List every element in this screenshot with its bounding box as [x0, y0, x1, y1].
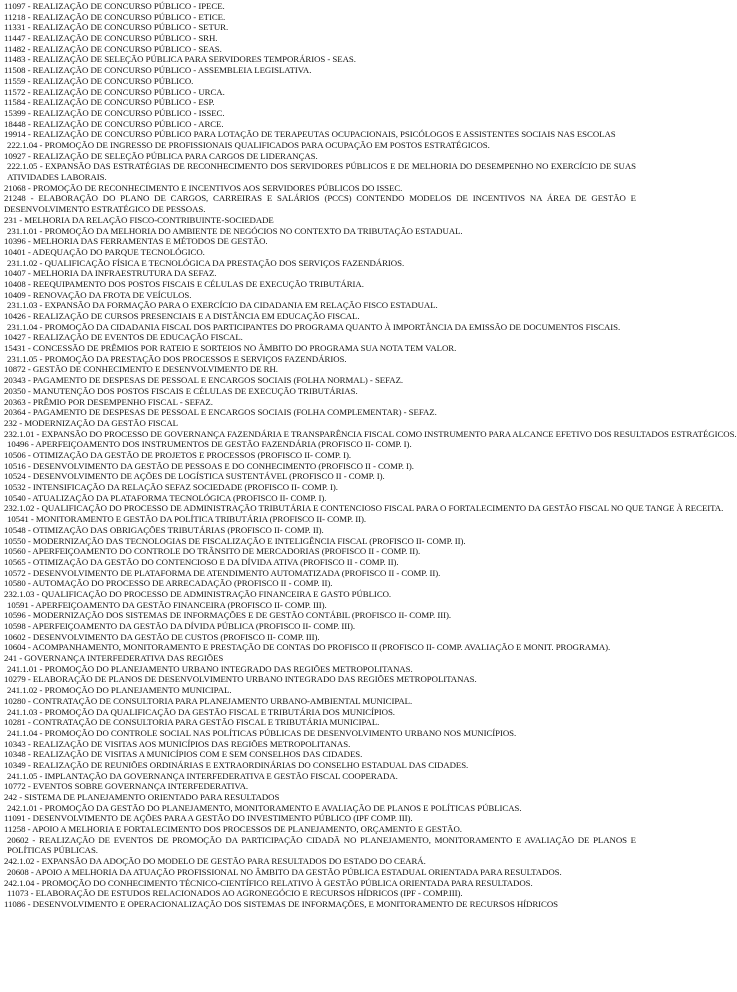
document-line: 10591 - APERFEIÇOAMENTO DA GESTÃO FINANCEIRA (PROFISCO II- COMP. III). — [7, 599, 327, 610]
document-line: 10401 - ADEQUAÇÃO DO PARQUE TECNOLÓGICO. — [4, 246, 205, 257]
document-line: 11483 - REALIZAÇÃO DE SELEÇÃO PÚBLICA PARA SERVIDORES TEMPORÁRIOS - SEAS. — [4, 54, 356, 65]
document-line: 10516 - DESENVOLVIMENTO DA GESTÃO DE PESSOAS E DO CONHECIMENTO (PROFISCO II - COMP. I). — [4, 460, 414, 471]
document-line: 11331 - REALIZAÇÃO DE CONCURSO PÚBLICO - SETUR. — [4, 22, 229, 33]
document-line: 15399 - REALIZAÇÃO DE CONCURSO PÚBLICO - ISSEC. — [4, 107, 225, 118]
document-line: 19914 - REALIZAÇÃO DE CONCURSO PÚBLICO PARA LOTAÇÃO DE TERAPEUTAS OCUPACIONAIS, PSICÓLOGOS E ASSISTENTES SOCIAIS NAS ESCOLAS — [4, 129, 616, 140]
document-line: 20602 - REALIZAÇÃO DE EVENTOS DE PROMOÇÃO DA PARTICIPAÇÃO CIDADÃ NO PLANEJAMENTO, MONITORAMENTO E AVALIAÇÃO DE PLANOS E POLÍTICAS PÚBLICAS. — [7, 834, 636, 856]
document-line: 241.1.03 - PROMOÇÃO DA QUALIFICAÇÃO DA GESTÃO FISCAL E TRIBUTÁRIA DOS MUNICÍPIOS. — [7, 706, 395, 717]
document-line: 11584 - REALIZAÇÃO DE CONCURSO PÚBLICO - ESP. — [4, 97, 215, 108]
document-line: 10598 - APERFEIÇOAMENTO DA GESTÃO DA DÍVIDA PÚBLICA (PROFISCO II- COMP. III). — [4, 621, 356, 631]
document-line: 11091 - DESENVOLVIMENTO DE AÇÕES PARA A GESTÃO DO INVESTIMENTO PÚBLICO (IPF COMP. III). — [4, 813, 413, 824]
document-line: 232 - MODERNIZAÇÃO DA GESTÃO FISCAL — [4, 417, 178, 428]
document-line: 11073 - ELABORAÇÃO DE ESTUDOS RELACIONADOS AO AGRONEGÓCIO E RECURSOS HÍDRICOS (IPF - COMP.III). — [7, 888, 463, 899]
document-line: 10343 - REALIZAÇÃO DE VISITAS AOS MUNICÍPIOS DAS REGIÕES METROPOLITANAS. — [4, 738, 351, 749]
document-line: 10349 - REALIZAÇÃO DE REUNIÕES ORDINÁRIAS E EXTRAORDINÁRIAS DO CONSELHO ESTADUAL DAS CIDADES. — [4, 759, 469, 770]
document-line: 231.1.03 - EXPANSÃO DA FORMAÇÃO PARA O EXERCÍCIO DA CIDADANIA EM RELAÇÃO FISCO ESTADUAL. — [7, 300, 438, 311]
document-line: 10572 - DESENVOLVIMENTO DE PLATAFORMA DE ATENDIMENTO AUTOMATIZADA (PROFISCO II - COMP. II). — [4, 567, 441, 578]
document-line: 231 - MELHORIA DA RELAÇÃO FISCO-CONTRIBUINTE-SOCIEDADE — [4, 214, 274, 225]
document-line: 232.1.02 - QUALIFICAÇÃO DO PROCESSO DE ADMINISTRAÇÃO TRIBUTÁRIA E CONTENCIOSO FISCAL PARA O FORTALECIMENTO DA GESTÃO FISCAL NO QUE TANGE À RECEITA. — [4, 503, 724, 514]
document-line: 222.1.04 - PROMOÇÃO DE INGRESSO DE PROFISSIONAIS QUALIFICADOS PARA OCUPAÇÃO EM POSTOS ESTRATÉGICOS. — [7, 139, 490, 150]
document-line: 10541 - MONITORAMENTO E GESTÃO DA POLÍTICA TRIBUTÁRIA (PROFISCO II- COMP. II). — [7, 514, 366, 525]
document-line: 21248 - ELABORAÇÃO DO PLANO DE CARGOS, CARREIRAS E SALÁRIOS (PCCS) CONTENDO MODELOS DE INCENTIVOS NA ÁREA DE GESTÃO E DESENVOLVIMENTO ESTRATÉGICO DE PESSOAS. — [4, 193, 636, 215]
document-line: 10560 - APERFEIÇOAMENTO DO CONTROLE DO TRÂNSITO DE MERCADORIAS (PROFISCO II - COMP. II). — [4, 546, 421, 557]
document-line: 241.1.02 - PROMOÇÃO DO PLANEJAMENTO MUNICIPAL. — [7, 685, 232, 696]
document-line: 20350 - MANUTENÇÃO DOS POSTOS FISCAIS E CÉLULAS DE EXECUÇÃO TRIBUTÁRIAS. — [4, 385, 358, 396]
document-line: 10550 - MODERNIZAÇÃO DAS TECNOLOGIAS DE FISCALIZAÇÃO E INTELIGÊNCIA FISCAL (PROFISCO II- COMP. II). — [4, 535, 466, 546]
document-line: 242.1.01 - PROMOÇÃO DA GESTÃO DO PLANEJAMENTO, MONITORAMENTO E AVALIAÇÃO DE PLANOS E POLÍTICAS PÚBLICAS. — [7, 802, 522, 813]
document-line: 20608 - APOIO A MELHORIA DA ATUAÇÃO PROFISSIONAL NO ÂMBITO DA GESTÃO PÚBLICA ESTADUAL ORIENTADA PARA RESULTADOS. — [7, 866, 562, 877]
document-line: 231.1.05 - PROMOÇÃO DA PRESTAÇÃO DOS PROCESSOS E SERVIÇOS FAZENDÁRIOS. — [7, 353, 347, 364]
document-line: 11258 - APOIO A MELHORIA E FORTALECIMENTO DOS PROCESSOS DE PLANEJAMENTO, ORÇAMENTO E GESTÃO. — [4, 824, 462, 835]
document-line: 241.1.05 - IMPLANTAÇÃO DA GOVERNANÇA INTERFEDERATIVA E GESTÃO FISCAL COOPERADA. — [7, 770, 398, 781]
document-line: 10565 - OTIMIZAÇÃO DA GESTÃO DO CONTENCIOSO E DA DÍVIDA ATIVA (PROFISCO II - COMP. II). — [4, 556, 399, 567]
document-line: 10279 - ELABORAÇÃO DE PLANOS DE DESENVOLVIMENTO URBANO INTEGRADO DAS REGIÕES METROPOLITANAS. — [4, 674, 477, 685]
document-line: 10407 - MELHORIA DA INFRAESTRUTURA DA SEFAZ. — [4, 268, 217, 279]
document-line: 222.1.05 - EXPANSÃO DAS ESTRATÉGIAS DE RECONHECIMENTO DOS SERVIDORES PÚBLICOS E DE MELHORIA DO DESEMPENHO NO EXERCÍCIO DE SUAS ATIVIDADES LABORAIS. — [7, 161, 636, 183]
document-line: 10772 - EVENTOS SOBRE GOVERNANÇA INTERFEDERATIVA. — [4, 781, 249, 792]
document-line: 11097 - REALIZAÇÃO DE CONCURSO PÚBLICO - IPECE. — [4, 1, 225, 11]
document-line: 231.1.02 - QUALIFICAÇÃO FÍSICA E TECNOLÓGICA DA PRESTAÇÃO DOS SERVIÇOS FAZENDÁRIOS. — [7, 257, 405, 268]
document-line: 11447 - REALIZAÇÃO DE CONCURSO PÚBLICO - SRH. — [4, 33, 218, 44]
document-line: 11508 - REALIZAÇÃO DE CONCURSO PÚBLICO - ASSEMBLEIA LEGISLATIVA. — [4, 65, 312, 76]
document-line: 11482 - REALIZAÇÃO DE CONCURSO PÚBLICO - SEAS. — [4, 43, 222, 54]
document-line: 11572 - REALIZAÇÃO DE CONCURSO PÚBLICO - URCA. — [4, 86, 225, 97]
document-line: 242 - SISTEMA DE PLANEJAMENTO ORIENTADO PARA RESULTADOS — [4, 792, 280, 803]
document-line: 11086 - DESENVOLVIMENTO E OPERACIONALIZAÇÃO DOS SISTEMAS DE INFORMAÇÕES, E MONITORAMENTO DE RECURSOS HÍDRICOS — [4, 898, 558, 909]
document-line: 20343 - PAGAMENTO DE DESPESAS DE PESSOAL E ENCARGOS SOCIAIS (FOLHA NORMAL) - SEFAZ. — [4, 375, 404, 386]
document-line: 231.1.01 - PROMOÇÃO DA MELHORIA DO AMBIENTE DE NEGÓCIOS NO CONTEXTO DA TRIBUTAÇÃO ESTADUAL. — [7, 225, 463, 236]
document-line: 20364 - PAGAMENTO DE DESPESAS DE PESSOAL E ENCARGOS SOCIAIS (FOLHA COMPLEMENTAR) - SEFAZ. — [4, 407, 437, 418]
document-line: 10409 - RENOVAÇÃO DA FROTA DE VEÍCULOS. — [4, 289, 192, 300]
document-line: 232.1.03 - QUALIFICAÇÃO DO PROCESSO DE ADMINISTRAÇÃO FINANCEIRA E GASTO PÚBLICO. — [4, 588, 392, 599]
document-line: 10602 - DESENVOLVIMENTO DA GESTÃO DE CUSTOS (PROFISCO II- COMP. III). — [4, 631, 320, 642]
document-line: 10396 - MELHORIA DAS FERRAMENTAS E MÉTODOS DE GESTÃO. — [4, 236, 268, 247]
document-line: 10872 - GESTÃO DE CONHECIMENTO E DESENVOLVIMENTO DE RH. — [4, 364, 278, 375]
document-line: 10408 - REEQUIPAMENTO DOS POSTOS FISCAIS E CÉLULAS DE EXECUÇÃO TRIBUTÁRIA. — [4, 278, 364, 289]
document-line: 10427 - REALIZAÇÃO DE EVENTOS DE EDUCAÇÃO FISCAL. — [4, 332, 243, 343]
document-line: 10596 - MODERNIZAÇÃO DOS SISTEMAS DE INFORMAÇÕES E DE GESTÃO CONTÁBIL (PROFISCO II- COMP. III). — [4, 610, 452, 621]
document-line: 232.1.01 - EXPANSÃO DO PROCESSO DE GOVERNANÇA FAZENDÁRIA E TRANSPARÊNCIA FISCAL COMO INSTRUMENTO PARA ALCANCE EFETIVO DOS RESULTADOS ESTRATÉGICOS. — [4, 428, 737, 439]
document-line: 10506 - OTIMIZAÇÃO DA GESTÃO DE PROJETOS E PROCESSOS (PROFISCO II- COMP. I). — [4, 449, 351, 460]
document-line: 242.1.02 - EXPANSÃO DA ADOÇÃO DO MODELO DE GESTÃO PARA RESULTADOS DO ESTADO DO CEARÁ. — [4, 856, 426, 867]
document-line: 10540 - ATUALIZAÇÃO DA PLATAFORMA TECNOLÓGICA (PROFISCO II- COMP. I). — [4, 492, 327, 503]
document-line: 10524 - DESENVOLVIMENTO DE AÇÕES DE LOGÍSTICA SUSTENTÁVEL (PROFISCO II - COMP. I). — [4, 471, 385, 482]
document-line: 21068 - PROMOÇÃO DE RECONHECIMENTO E INCENTIVOS AOS SERVIDORES PÚBLICOS DO ISSEC. — [4, 182, 403, 193]
document-line: 242.1.04 - PROMOÇÃO DO CONHECIMENTO TÉCNICO-CIENTÍFICO RELATIVO À GESTÃO PÚBLICA ORIENTADA PARA RESULTADOS. — [4, 877, 533, 888]
document-line: 10496 - APERFEIÇOAMENTO DOS INSTRUMENTOS DE GESTÃO FAZENDÁRIA (PROFISCO II- COMP. I). — [7, 439, 412, 450]
document-line: 11559 - REALIZAÇÃO DE CONCURSO PÚBLICO. — [4, 75, 194, 86]
document-line: 10348 - REALIZAÇÃO DE VISITAS A MUNICÍPIOS COM E SEM CONSELHOS DAS CIDADES. — [4, 749, 363, 760]
document-line: 231.1.04 - PROMOÇÃO DA CIDADANIA FISCAL DOS PARTICIPANTES DO PROGRAMA QUANTO À IMPORTÂNCIA DA EMISSÃO DE DOCUMENTOS FISCAIS. — [7, 321, 621, 332]
document-line: 10426 - REALIZAÇÃO DE CURSOS PRESENCIAIS E A DISTÂNCIA EM EDUCAÇÃO FISCAL. — [4, 311, 360, 322]
document-line: 15431 - CONCESSÃO DE PRÊMIOS POR RATEIO E SORTEIOS NO ÂMBITO DO PROGRAMA SUA NOTA TEM VALOR. — [4, 343, 457, 354]
document-line: 11218 - REALIZAÇÃO DE CONCURSO PÚBLICO - ETICE. — [4, 11, 226, 22]
document-line: 10604 - ACOMPANHAMENTO, MONITORAMENTO E PRESTAÇÃO DE CONTAS DO PROFISCO II (PROFISCO II- COMP. AVALIAÇÃO E MONIT. PROGRAMA). — [4, 642, 611, 653]
document-line: 18448 - REALIZAÇÃO DE CONCURSO PÚBLICO - ARCE. — [4, 118, 224, 129]
document-line: 241 - GOVERNANÇA INTERFEDERATIVA DAS REGIÕES — [4, 653, 224, 664]
document-line: 10580 - AUTOMAÇÃO DO PROCESSO DE ARRECADAÇÃO (PROFISCO II - COMP. II). — [4, 578, 333, 589]
document-line: 10532 - INTENSIFICAÇÃO DA RELAÇÃO SEFAZ SOCIEDADE (PROFISCO II- COMP. I). — [4, 482, 338, 493]
document-line: 20363 - PRÊMIO POR DESEMPENHO FISCAL - SEFAZ. — [4, 396, 213, 407]
document-line: 10280 - CONTRATAÇÃO DE CONSULTORIA PARA PLANEJAMENTO URBANO-AMBIENTAL MUNICIPAL. — [4, 695, 413, 706]
document-line: 10927 - REALIZAÇÃO DE SELEÇÃO PÚBLICA PARA CARGOS DE LIDERANÇAS. — [4, 150, 318, 161]
document-line: 10548 - OTIMIZAÇÃO DAS OBRIGAÇÕES TRIBUTÁRIAS (PROFISCO II- COMP. II). — [4, 524, 324, 535]
document-line: 241.1.01 - PROMOÇÃO DO PLANEJAMENTO URBANO INTEGRADO DAS REGIÕES METROPOLITANAS. — [7, 663, 413, 674]
document-line: 241.1.04 - PROMOÇÃO DO CONTROLE SOCIAL NAS POLÍTICAS PÚBLICAS DE DESENVOLVIMENTO URBANO NOS MUNICÍPIOS. — [7, 727, 517, 738]
document-line: 10281 - CONTRATAÇÃO DE CONSULTORIA PARA GESTÃO FISCAL E TRIBUTÁRIA MUNICIPAL. — [4, 717, 380, 728]
